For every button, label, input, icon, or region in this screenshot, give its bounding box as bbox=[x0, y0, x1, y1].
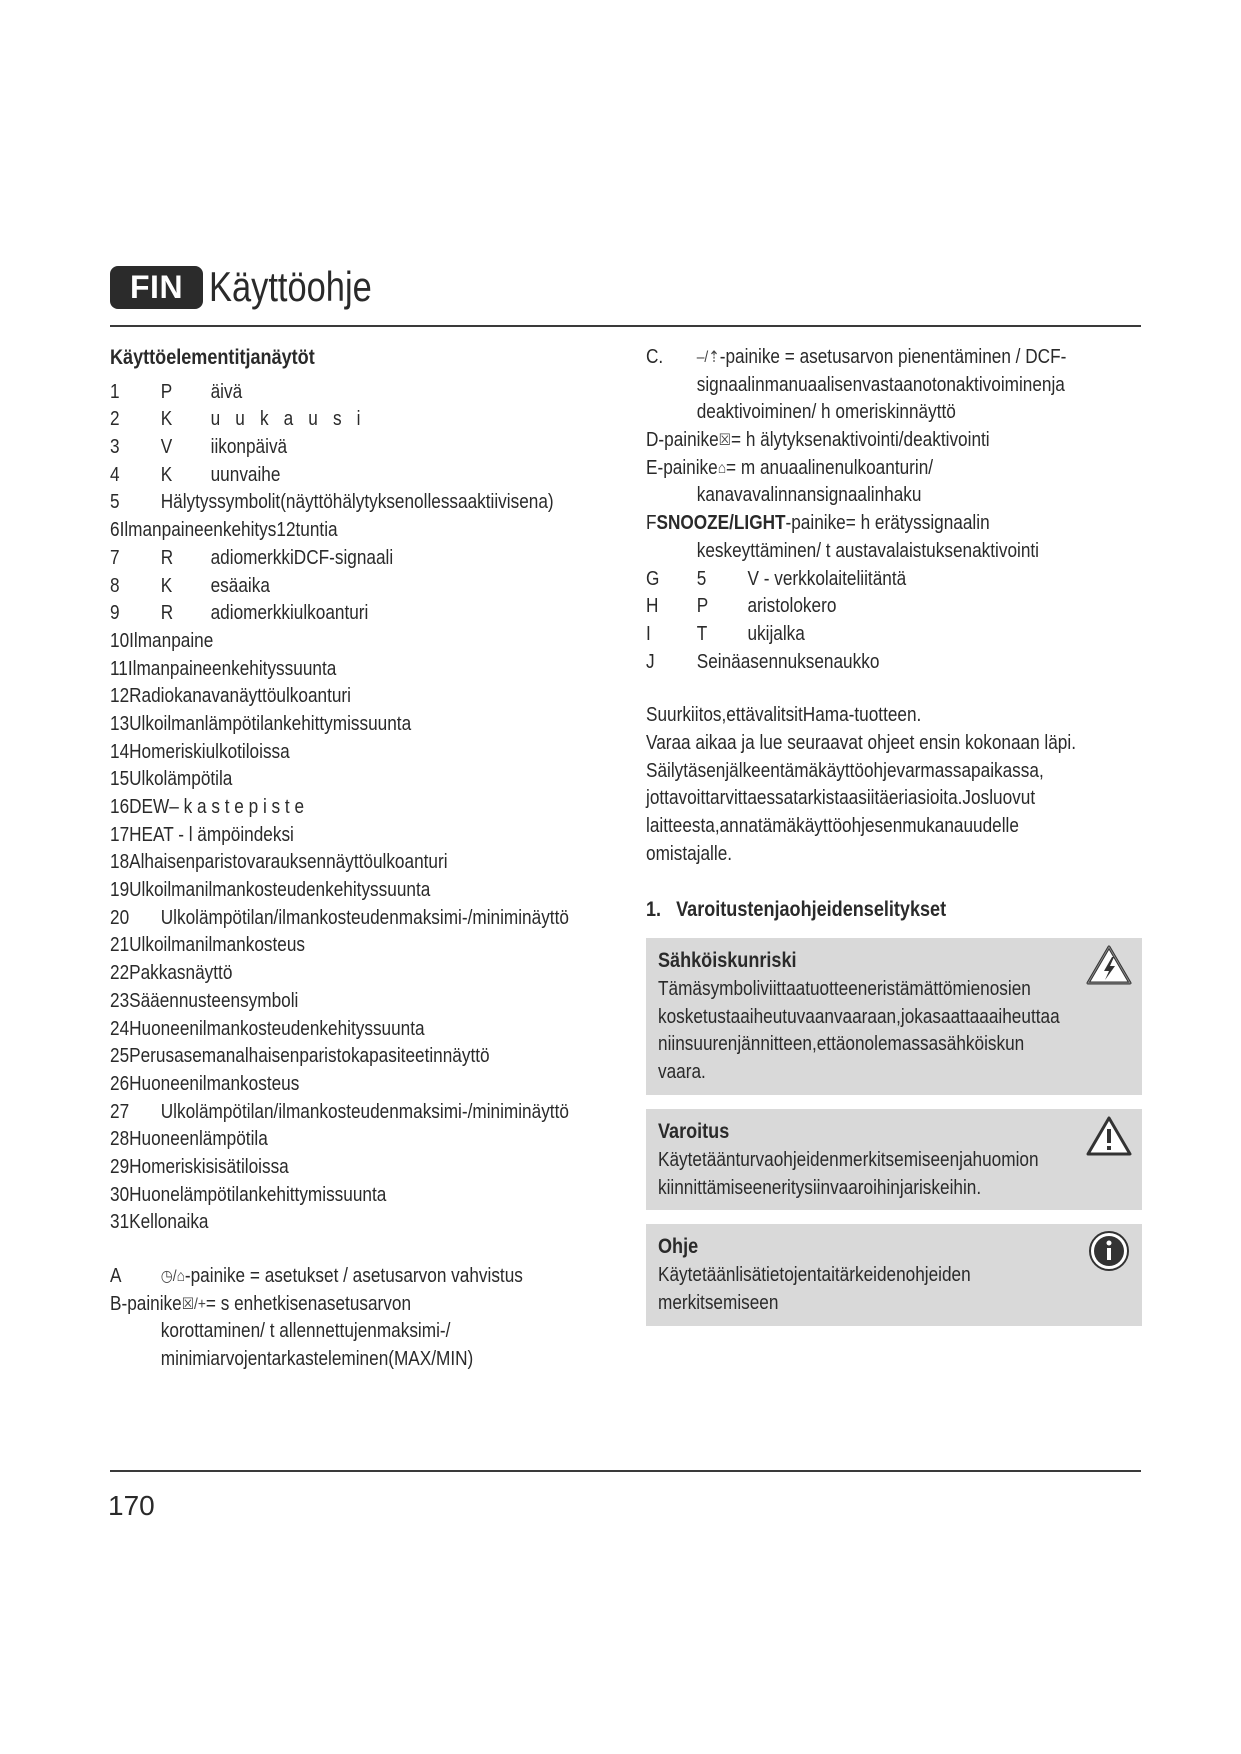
list-item-text: 31Kellonaika bbox=[110, 1211, 209, 1234]
list-item-text: 20 bbox=[110, 906, 130, 929]
notice-text: merkitsemiseen bbox=[658, 1292, 779, 1314]
list-item-text: F bbox=[646, 512, 657, 535]
notice-title: Sähköiskunriski bbox=[658, 949, 797, 973]
notice-title: Varoitus bbox=[658, 1119, 730, 1143]
list-item bbox=[110, 1016, 557, 1044]
list-item-text: K bbox=[160, 408, 173, 431]
button-a-description bbox=[110, 1263, 557, 1291]
button-b-continuation: minimiarvojentarkasteleminen(MAX/MIN) bbox=[160, 1348, 474, 1371]
list-item bbox=[110, 656, 557, 684]
list-item bbox=[110, 932, 557, 960]
list-item bbox=[110, 489, 557, 517]
list-item-text: -painike = asetukset / asetusarvon vahvistus bbox=[184, 1265, 523, 1288]
high-voltage-warning-icon bbox=[1086, 944, 1132, 986]
list-item-text: Ulkolämpötilan/ilmankosteudenmaksimi-/miniminäyttö bbox=[160, 1100, 569, 1123]
list-item bbox=[110, 877, 557, 905]
list-item-text: 1 bbox=[110, 380, 120, 403]
button-c-continuation: signaalinmanuaalisenvastaanotonaktivoiminenja bbox=[696, 373, 1065, 396]
list-item-text: = h älytyksenaktivointi/deaktivointi bbox=[730, 429, 990, 452]
minus-signal-icon: –/⇡ bbox=[696, 349, 720, 366]
list-item-text: esäaika bbox=[210, 574, 270, 597]
list-item-text: A bbox=[110, 1265, 122, 1288]
list-item-text: G bbox=[646, 567, 660, 590]
list-item-text: E-painike bbox=[646, 456, 718, 479]
list-item-text: 23Sääennusteensymboli bbox=[110, 989, 299, 1012]
list-item bbox=[110, 766, 557, 794]
list-item bbox=[110, 573, 557, 601]
right-column bbox=[646, 344, 1142, 1340]
button-d-description bbox=[646, 427, 1073, 455]
list-item-text: 8 bbox=[110, 574, 120, 597]
list-item-text: 18Alhaisenparistovarauksennäyttöulkoanturi bbox=[110, 851, 448, 874]
list-item-text: K bbox=[160, 463, 173, 486]
list-item-text: 6Ilmanpaineenkehitys12tuntia bbox=[110, 519, 338, 542]
intro-text: Varaa aikaa ja lue seuraavat ohjeet ensin kokonaan läpi. bbox=[646, 731, 1076, 754]
list-item bbox=[646, 649, 1073, 677]
list-item-text: C. bbox=[646, 346, 664, 368]
list-item-text: J bbox=[646, 650, 655, 673]
notice-warning bbox=[646, 1109, 1142, 1210]
info-icon bbox=[1086, 1230, 1132, 1272]
list-item-text: adiomerkkiulkoanturi bbox=[210, 602, 369, 625]
notice-text: kiinnittämiseeneritysiinvaaroihinjariskeihin. bbox=[658, 1176, 982, 1199]
notice-title: Ohje bbox=[658, 1235, 699, 1259]
list-item-text: V bbox=[160, 436, 173, 459]
list-item bbox=[110, 822, 557, 850]
list-item-text: P bbox=[696, 595, 709, 618]
button-c-continuation: deaktivoiminen/ h omeriskinnäyttö bbox=[696, 401, 956, 424]
list-item-text: -painike = asetusarvon pienentäminen / DCF- bbox=[719, 346, 1067, 368]
list-item bbox=[110, 434, 557, 462]
footer-rule bbox=[110, 1470, 1141, 1472]
list-item bbox=[110, 988, 557, 1016]
controls-heading: Käyttöelementitjanäytöt bbox=[110, 346, 315, 369]
intro-text: laitteesta,annatämäkäyttöohjesenmukanauudelle bbox=[646, 815, 1019, 837]
list-item bbox=[110, 1182, 557, 1210]
list-item-text: P bbox=[160, 380, 173, 403]
list-item bbox=[110, 794, 557, 822]
notice-text: niinsuurenjännitteen,ettäonolemassasähköiskun bbox=[658, 1033, 1025, 1056]
document-title: Käyttöohje bbox=[209, 263, 372, 310]
list-item-text: 7 bbox=[110, 546, 120, 569]
notice-text: Käytetäänturvaohjeidenmerkitsemiseenjahuomion bbox=[658, 1148, 1039, 1171]
list-item bbox=[110, 1071, 557, 1099]
list-item-text: 28Huoneenlämpötila bbox=[110, 1128, 268, 1151]
language-badge: FIN bbox=[110, 266, 203, 309]
notice-text: vaara. bbox=[658, 1061, 706, 1084]
list-item-text: 21Ulkoilmanilmankosteus bbox=[110, 934, 306, 957]
list-item-text: aristolokero bbox=[747, 595, 837, 618]
list-item-text: -painike= h erätyssignaalin bbox=[785, 512, 990, 535]
page-header bbox=[110, 262, 408, 312]
list-item-text: = m anuaalinenulkoanturin/ bbox=[726, 456, 934, 479]
list-item-text: ukijalka bbox=[747, 622, 805, 645]
list-item bbox=[110, 849, 557, 877]
button-f-description bbox=[646, 510, 1073, 538]
list-item bbox=[110, 1099, 569, 1127]
list-item bbox=[110, 379, 557, 407]
list-item-text: D-painike bbox=[646, 429, 719, 452]
list-item-text: 3 bbox=[110, 436, 120, 459]
button-e-continuation: kanavavalinnansignaalinhaku bbox=[696, 484, 922, 507]
sensor-icon: ⌂ bbox=[717, 459, 727, 477]
list-item bbox=[110, 1043, 557, 1071]
intro-text: jottavoittarvittaessatarkistaasiitäeriasioita.Josluovut bbox=[646, 787, 1036, 810]
list-item-text: 30Huonelämpötilankehittymissuunta bbox=[110, 1183, 387, 1206]
page-number: 170 bbox=[108, 1490, 155, 1521]
list-item-text: SNOOZE/LIGHT bbox=[656, 512, 786, 535]
list-item-text: = s enhetkisenasetusarvon bbox=[205, 1292, 412, 1315]
list-item-text: K bbox=[160, 574, 173, 597]
button-f-continuation: keskeyttäminen/ t austavalaistuksenaktivointi bbox=[696, 539, 1040, 562]
list-item-text: 17HEAT - l ämpöindeksi bbox=[110, 823, 294, 846]
list-item-text: uunvaihe bbox=[210, 463, 281, 486]
list-item-text: R bbox=[160, 602, 174, 625]
list-item-text: 5 bbox=[696, 567, 707, 590]
button-list bbox=[646, 344, 1076, 924]
list-item bbox=[110, 545, 557, 573]
list-item-text: 9 bbox=[110, 602, 120, 625]
list-item bbox=[646, 593, 1073, 621]
list-item bbox=[110, 1209, 557, 1237]
notice-info bbox=[646, 1224, 1142, 1325]
list-item bbox=[110, 406, 557, 434]
list-item-text: 24Huoneenilmankosteudenkehityssuunta bbox=[110, 1017, 425, 1040]
list-item-text: 2 bbox=[110, 408, 120, 431]
list-item-text: 15Ulkolämpötila bbox=[110, 768, 233, 791]
list-item bbox=[646, 621, 1073, 649]
list-item-text: Hälytyssymbolit(näyttöhälytyksenollessaaktiivisena) bbox=[160, 491, 554, 514]
list-item-text: 13Ulkoilmanlämpötilankehittymissuunta bbox=[110, 712, 412, 735]
header-rule bbox=[110, 325, 1141, 327]
list-item-text: B-painike bbox=[110, 1292, 182, 1315]
list-item-text: 22Pakkasnäyttö bbox=[110, 962, 233, 985]
notice-electric-shock bbox=[646, 938, 1142, 1095]
notice-text: Tämäsymboliviittaatuotteeneristämättömienosien bbox=[658, 978, 1031, 1001]
list-item-text: Ulkolämpötilan/ilmankosteudenmaksimi-/miniminäyttö bbox=[160, 906, 569, 929]
list-item-text: I bbox=[646, 622, 651, 645]
list-item-text: T bbox=[696, 622, 708, 645]
list-item-text: 29Homeriskisisätiloissa bbox=[110, 1155, 289, 1178]
list-item-text: V - verkkolaiteliitäntä bbox=[747, 567, 907, 590]
list-item bbox=[110, 960, 557, 988]
intro-text: Suurkiitos,ettävalitsitHama-tuotteen. bbox=[646, 704, 922, 727]
list-item bbox=[110, 628, 557, 656]
intro-text: Säilytäsenjälkeentämäkäyttöohjevarmassapaikassa, bbox=[646, 759, 1044, 782]
list-item-text: iikonpäivä bbox=[210, 436, 288, 459]
list-item bbox=[110, 600, 557, 628]
list-item-text: adiomerkkiDCF-signaali bbox=[210, 546, 394, 569]
list-item bbox=[110, 739, 557, 767]
exclamation-warning-icon bbox=[1086, 1115, 1132, 1157]
list-item-text: 14Homeriskiulkotiloissa bbox=[110, 740, 290, 763]
controls-list bbox=[110, 379, 569, 1374]
list-item bbox=[110, 1154, 557, 1182]
list-item-text: 12Radiokanavanäyttöulkoanturi bbox=[110, 685, 351, 708]
list-item-text: H bbox=[646, 595, 659, 618]
list-item-text: 25Perusasemanalhaisenparistokapasiteetinnäyttö bbox=[110, 1045, 490, 1068]
list-item-text: 19Ulkoilmanilmankosteudenkehityssuunta bbox=[110, 879, 431, 902]
button-b-description bbox=[110, 1291, 557, 1319]
intro-text: omistajalle. bbox=[646, 842, 733, 865]
list-item-text: u u k a u s i bbox=[210, 408, 366, 431]
list-item-text: R bbox=[160, 546, 174, 569]
list-item-text: 16DEW– k a s t e p i s t e bbox=[110, 796, 305, 819]
list-item bbox=[110, 683, 557, 711]
list-item-text: 11Ilmanpaineenkehityssuunta bbox=[110, 657, 337, 680]
list-item-text: 26Huoneenilmankosteus bbox=[110, 1072, 300, 1095]
notice-text: Käytetäänlisätietojentaitärkeidenohjeiden bbox=[658, 1264, 971, 1287]
list-item bbox=[646, 566, 1073, 594]
list-item bbox=[110, 1126, 557, 1154]
notice-text: kosketustaaiheutuvaanvaaraan,jokasaattaaaiheuttaa bbox=[658, 1005, 1060, 1028]
list-item bbox=[110, 517, 557, 545]
left-column bbox=[110, 344, 630, 1374]
list-item bbox=[110, 462, 557, 490]
alarm-plus-icon: ☒/+ bbox=[181, 1295, 206, 1313]
list-item-text: 4 bbox=[110, 463, 120, 486]
button-e-description bbox=[646, 455, 1073, 483]
button-b-continuation: korottaminen/ t allennettujenmaksimi-/ bbox=[160, 1320, 451, 1343]
button-c-description bbox=[646, 344, 1073, 372]
list-item-text: 10Ilmanpaine bbox=[110, 629, 214, 652]
alarm-icon: ☒ bbox=[718, 432, 731, 450]
list-item-text: 27 bbox=[110, 1100, 130, 1123]
list-item bbox=[110, 711, 557, 739]
list-item bbox=[110, 905, 569, 933]
list-item-text: 5 bbox=[110, 491, 120, 514]
list-item-text: Seinäasennuksenaukko bbox=[696, 650, 880, 673]
settings-confirm-icon: ◷/⌂ bbox=[160, 1268, 185, 1286]
list-item-text: äivä bbox=[210, 380, 243, 403]
section-heading: 1. Varoitustenjaohjeidenselitykset bbox=[646, 898, 947, 922]
